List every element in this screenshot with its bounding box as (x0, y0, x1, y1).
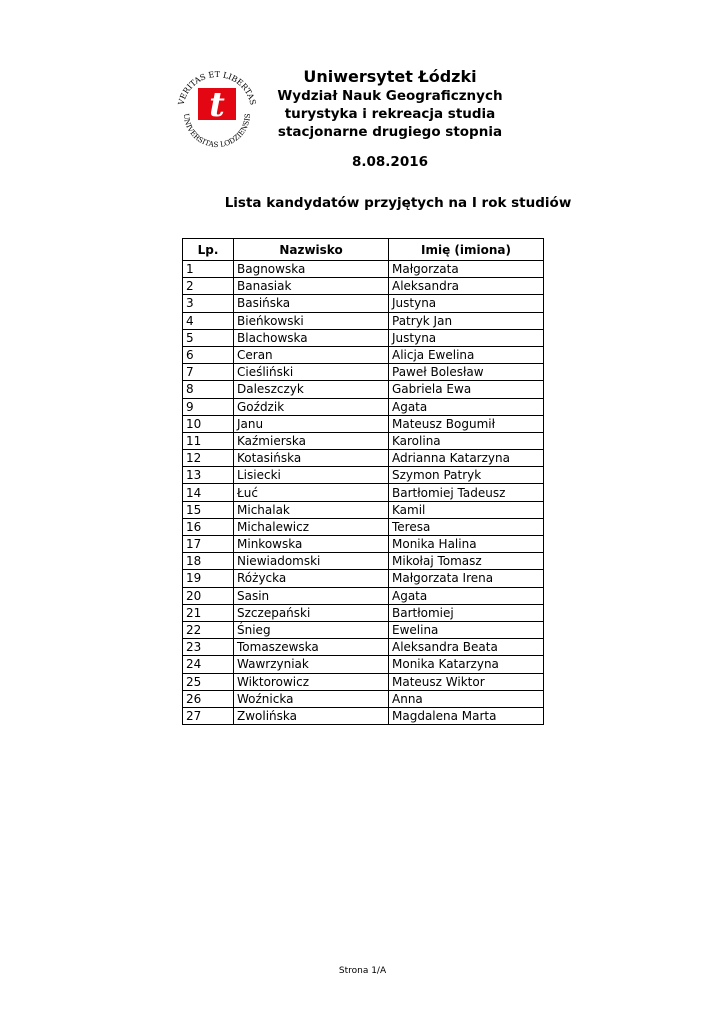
row-first-names: Agata (389, 587, 544, 604)
row-surname: Michalewicz (234, 518, 389, 535)
row-number: 4 (183, 312, 234, 329)
column-header-number: Lp. (183, 239, 234, 261)
table-row (183, 484, 544, 501)
table-row (183, 673, 544, 690)
row-first-names: Gabriela Ewa (389, 381, 544, 398)
row-first-names: Alicja Ewelina (389, 346, 544, 363)
table-row (183, 381, 544, 398)
table-row (183, 364, 544, 381)
row-number: 23 (183, 639, 234, 656)
table-body (183, 261, 544, 725)
row-number: 3 (183, 295, 234, 312)
table-row (183, 312, 544, 329)
document-date: 8.08.2016 (351, 154, 428, 170)
row-first-names: Aleksandra Beata (389, 639, 544, 656)
row-first-names: Mateusz Bogumił (389, 415, 544, 432)
table-row (183, 707, 544, 724)
row-surname: Goździk (234, 398, 389, 415)
row-first-names: Anna (389, 690, 544, 707)
row-number: 18 (183, 553, 234, 570)
row-number: 25 (183, 673, 234, 690)
row-number: 16 (183, 518, 234, 535)
row-surname: Janu (234, 415, 389, 432)
table-row (183, 587, 544, 604)
row-surname: Sasin (234, 587, 389, 604)
row-surname: Wawrzyniak (234, 656, 389, 673)
row-number: 13 (183, 467, 234, 484)
row-first-names: Adrianna Katarzyna (389, 450, 544, 467)
row-number: 10 (183, 415, 234, 432)
row-number: 7 (183, 364, 234, 381)
row-surname: Michalak (234, 501, 389, 518)
svg-text:VERITAS ET LIBERTAS: VERITAS ET LIBERTAS (176, 69, 258, 106)
row-first-names: Justyna (389, 295, 544, 312)
row-surname: Ceran (234, 346, 389, 363)
row-first-names: Karolina (389, 432, 544, 449)
table-row (183, 536, 544, 553)
university-name: Uniwersytet Łódzki (303, 67, 477, 86)
row-surname: Wiktorowicz (234, 673, 389, 690)
row-first-names: Teresa (389, 518, 544, 535)
row-number: 21 (183, 604, 234, 621)
svg-text:UNIVERSITAS LODZIENSIS: UNIVERSITAS LODZIENSIS (181, 113, 253, 150)
row-number: 8 (183, 381, 234, 398)
row-first-names: Bartłomiej Tadeusz (389, 484, 544, 501)
row-first-names: Mateusz Wiktor (389, 673, 544, 690)
row-first-names: Małgorzata Irena (389, 570, 544, 587)
row-first-names: Paweł Bolesław (389, 364, 544, 381)
row-surname: Różycka (234, 570, 389, 587)
row-surname: Bagnowska (234, 261, 389, 278)
table-row (183, 604, 544, 621)
row-surname: Kaźmierska (234, 432, 389, 449)
table-row (183, 346, 544, 363)
row-number: 24 (183, 656, 234, 673)
row-surname: Daleszczyk (234, 381, 389, 398)
row-first-names: Bartłomiej (389, 604, 544, 621)
row-first-names: Monika Katarzyna (389, 656, 544, 673)
row-surname: Tomaszewska (234, 639, 389, 656)
row-surname: Bieńkowski (234, 312, 389, 329)
table-row (183, 398, 544, 415)
row-surname: Kotasińska (234, 450, 389, 467)
row-number: 14 (183, 484, 234, 501)
table-row (183, 261, 544, 278)
row-surname: Cieśliński (234, 364, 389, 381)
row-surname: Basińska (234, 295, 389, 312)
table-row (183, 467, 544, 484)
row-first-names: Aleksandra (389, 278, 544, 295)
row-surname: Blachowska (234, 329, 389, 346)
row-surname: Lisiecki (234, 467, 389, 484)
row-number: 6 (183, 346, 234, 363)
row-number: 1 (183, 261, 234, 278)
row-first-names: Patryk Jan (389, 312, 544, 329)
row-first-names: Monika Halina (389, 536, 544, 553)
row-first-names: Agata (389, 398, 544, 415)
row-first-names: Małgorzata (389, 261, 544, 278)
row-surname: Łuć (234, 484, 389, 501)
document-header (250, 66, 530, 141)
table-row (183, 432, 544, 449)
program-name: turystyka i rekreacja studia (284, 106, 496, 122)
table-row (183, 570, 544, 587)
faculty-name: Wydział Nauk Geograficznych (277, 88, 503, 104)
row-number: 22 (183, 621, 234, 638)
row-number: 19 (183, 570, 234, 587)
table-row (183, 518, 544, 535)
table-row (183, 329, 544, 346)
row-number: 26 (183, 690, 234, 707)
list-title: Lista kandydatów przyjętych na I rok studiów (224, 195, 572, 211)
table-row (183, 690, 544, 707)
table-header-row (183, 239, 544, 261)
table-row (183, 278, 544, 295)
row-number: 12 (183, 450, 234, 467)
table-row (183, 450, 544, 467)
table-row (183, 639, 544, 656)
table-row (183, 295, 544, 312)
study-mode: stacjonarne drugiego stopnia (277, 124, 503, 140)
table-row (183, 415, 544, 432)
row-surname: Śnieg (234, 621, 389, 638)
university-logo (174, 64, 260, 150)
table-row (183, 621, 544, 638)
row-number: 2 (183, 278, 234, 295)
row-surname: Niewiadomski (234, 553, 389, 570)
table-row (183, 501, 544, 518)
row-number: 9 (183, 398, 234, 415)
row-number: 27 (183, 707, 234, 724)
column-header-first-names: Imię (imiona) (389, 239, 544, 261)
admitted-candidates-table (182, 238, 544, 725)
row-surname: Minkowska (234, 536, 389, 553)
row-surname: Banasiak (234, 278, 389, 295)
row-number: 20 (183, 587, 234, 604)
row-surname: Szczepański (234, 604, 389, 621)
row-number: 17 (183, 536, 234, 553)
table-row (183, 656, 544, 673)
page-footer: Strona 1/A (338, 966, 387, 976)
table-row (183, 553, 544, 570)
row-first-names: Ewelina (389, 621, 544, 638)
row-number: 15 (183, 501, 234, 518)
row-surname: Zwolińska (234, 707, 389, 724)
row-first-names: Mikołaj Tomasz (389, 553, 544, 570)
row-number: 5 (183, 329, 234, 346)
row-first-names: Justyna (389, 329, 544, 346)
column-header-surname: Nazwisko (234, 239, 389, 261)
row-first-names: Szymon Patryk (389, 467, 544, 484)
row-surname: Woźnicka (234, 690, 389, 707)
row-first-names: Magdalena Marta (389, 707, 544, 724)
row-first-names: Kamil (389, 501, 544, 518)
row-number: 11 (183, 432, 234, 449)
svg-text:t: t (209, 85, 225, 125)
